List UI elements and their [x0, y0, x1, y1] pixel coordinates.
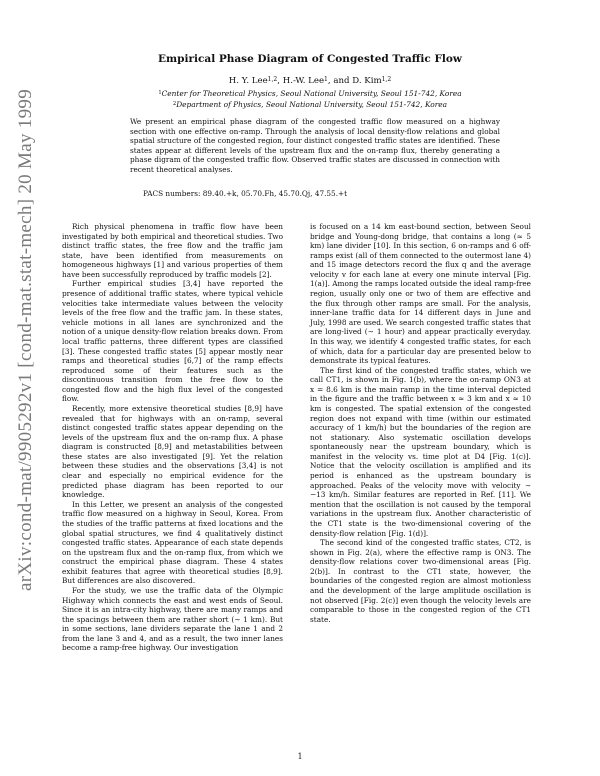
- author-affil-mark: 1: [324, 75, 328, 83]
- affiliation-1: [60, 89, 560, 98]
- affiliation-2: [60, 100, 560, 109]
- abstract: We present an empirical phase diagram of the congested traffic flow measured on a highway section with one effective on-ramp. Through the analysis of local density-flow relations and global spatial structure of the congested region, four distinct congested traffic states are identified. These states appear at different levels of the upstream flux and the on-ramp flux, thereby generating a phase digram of the congested traffic flow. Observed traffic states are discussed in connection with recent theoretical analyses.: [130, 117, 500, 174]
- paragraph: Recently, more extensive theoretical studies [8,9] have revealed that for highways with an on-ramp, several distinct congested traffic states appear depending on the levels of the upstream flux and the on-ramp flux. A phase diagram is constructed [8,9] and metastabilities between these states are also investigated [9]. Yet the relation between these studies and the observations [3,4] is not clear and especially no empirical evidence for the predicted phase diagram has been reported to our knowledge.: [62, 403, 283, 500]
- page-number: 1: [297, 752, 303, 761]
- author-affil-mark: 1,2: [267, 75, 278, 83]
- arxiv-identifier: [4, 40, 48, 640]
- paper-title: Empirical Phase Diagram of Congested Traffic Flow: [158, 53, 462, 65]
- paragraph: The second kind of the congested traffic states, CT2, is shown in Fig. 2(a), where the effective ramp is ON3. The density-flow relations cover two-dimensional areas [Fig. 2(b)]. In contrast to the CT1 state, however, the boundaries of the congested region are almost motionless and the development of the large amplitude oscillation is not observed [Fig. 2(c)] even though the velocity levels are comparable to those in the congested region of the CT1 state.: [310, 538, 531, 624]
- affiliation-text: Center for Theoretical Physics, Seoul National University, Seoul 151-742, Korea: [161, 89, 462, 98]
- author-name: , H.-W. Lee: [277, 76, 325, 86]
- paragraph: The first kind of the congested traffic states, which we call CT1, is shown in Fig. 1(b), where the on-ramp ON3 at x = 8.6 km is the main ramp in the time interval depicted in the figure and the traffic between x ≈ 3 km and x ≈ 10 km is congested. The spatial extension of the congested region does not expand with time (within our estimated accuracy of 1 km/h) but the boundaries of the region are not stationary. Also systematic oscillation develops spontaneously near the upstream boundary, which is manifest in the velocity vs. time plot at D4 [Fig. 1(c)]. Notice that the velocity oscillation is amplified and its period is enhanced as the upstream boundary is approached. Peaks of the velocity move with velocity ∼ −13 km/h. Similar features are reported in Ref. [11]. We mention that the oscillation is not caused by the temporal variations in the upstream flux. Another characteristic of the CT1 state is the two-dimensional covering of the density-flow relation [Fig. 1(d)].: [310, 365, 531, 538]
- author-list: [60, 76, 560, 86]
- affiliation-text: Department of Physics, Seoul National University, Seoul 151-742, Korea: [176, 100, 448, 109]
- author-affil-mark: 1,2: [381, 75, 392, 83]
- affiliation-mark: 2: [172, 100, 177, 107]
- author-name: , and D. Kim: [327, 76, 382, 86]
- paragraph: In this Letter, we present an analysis of the congested traffic flow measured on a highway in Seoul, Korea. From the studies of the traffic patterns at fixed locations and the global spatial structures, we find 4 qualitatively distinct congested traffic states. Appearance of each state depends on the upstream flux and the on-ramp flux, from which we construct the empirical phase diagram. These 4 states exhibit features that agree with theoretical studies [8,9]. But differences are also discovered.: [62, 499, 283, 586]
- paragraph: For the study, we use the traffic data of the Olympic Highway which connects the east and west ends of Seoul. Since it is an intra-city highway, there are many ramps and the spacings between them are rather short (∼ 1 km). But in some sections, lane dividers separate the lane 1 and 2 from the lane 3 and 4, and as a result, the two inner lanes become a ramp-free highway. Our investigation: [62, 585, 283, 653]
- body-column-left: [62, 222, 283, 653]
- pacs-numbers: PACS numbers: 89.40.+k, 05.70.Fh, 45.70.Qj, 47.55.+t: [143, 189, 348, 198]
- paragraph: Rich physical phenomena in traffic flow have been investigated by both empirical and theoretical studies. Two distinct traffic states, the free flow and the traffic jam state, have been identified from measurements on homogeneous highways [1] and various properties of them have been successfully reproduced by traffic models [2].: [62, 222, 283, 279]
- author-name: H. Y. Lee: [228, 76, 268, 86]
- arxiv-identifier-text: arXiv:cond-mat/9905292v1 [cond-mat.stat-mech] 20 May 1999: [15, 88, 37, 592]
- paragraph: is focused on a 14 km east-bound section, between Seoul bridge and Young-dong bridge, that contains a long (≈ 5 km) lane divider [10]. In this section, 6 on-ramps and 6 off-ramps exist (all of them connected to the outermost lane 4) and 15 image detectors record the flux q and the average velocity v for each lane at every one minute interval [Fig. 1(a)]. Among the ramps located outside the ideal ramp-free region, usually only one or two of them are effective and the flux through other ramps are small. For the analysis, inner-lane traffic data for 14 different days in June and July, 1998 are used. We search congested traffic states that are long-lived (∼ 1 hour) and appear practically everyday. In this way, we identify 4 congested traffic states, for each of which, data for a particular day are presented below to demonstrate its typical features.: [310, 222, 531, 366]
- body-column-right: [310, 222, 531, 624]
- paragraph: Further empirical studies [3,4] have reported the presence of additional traffic states, where typical vehicle velocities take intermediate values between the velocity levels of the free flow and the traffic jam. In these states, vehicle motions in all lanes are synchronized and the notion of a unique density-flow relation breaks down. From local traffic patterns, three different types are classified [3]. These congested traffic states [5] appear mostly near ramps and theoretical studies [6,7] of the ramp effects reproduced some of their features such as the discontinuous transition from the free flow to the congested flow and the high flux level of the congested flow.: [62, 279, 283, 404]
- affiliation-mark: 1: [158, 89, 162, 96]
